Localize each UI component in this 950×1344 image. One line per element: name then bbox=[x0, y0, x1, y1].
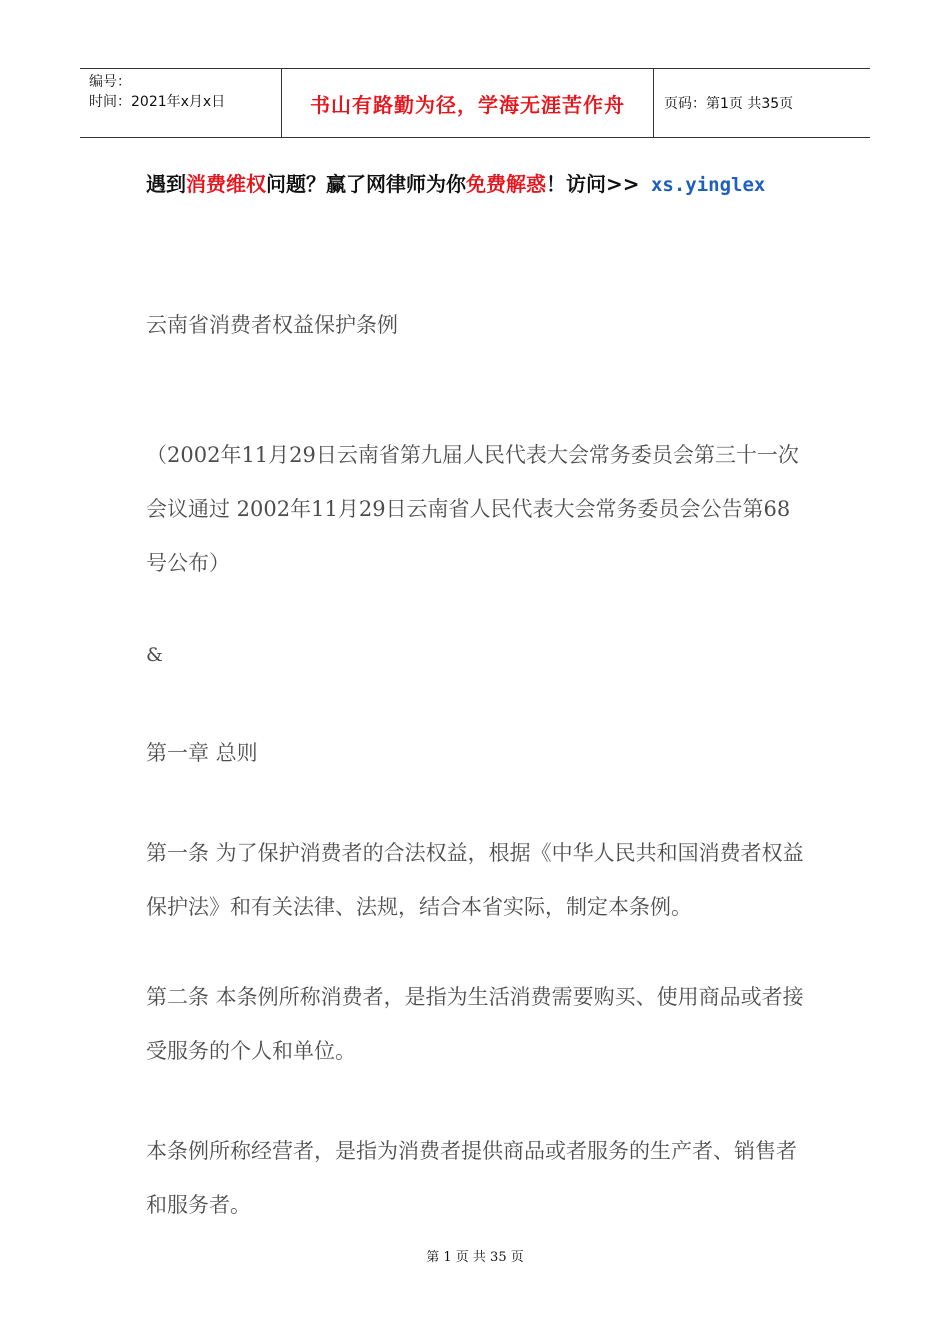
promo-text-3: ！访问>> bbox=[546, 172, 640, 196]
document-symbol: & bbox=[146, 644, 163, 666]
article-2-paragraph-2: 本条例所称经营者，是指为消费者提供商品或者服务的生产者、销售者和服务者。 bbox=[146, 1139, 797, 1217]
time-label: 时间：2021年x月x日 bbox=[89, 94, 226, 110]
document-note: （2002年11月29日云南省第九届人民代表大会常务委员会第三十一次会议通过 2002年11月29日云南省人民代表大会常务委员会公告第68号公布） bbox=[146, 443, 799, 575]
article-1: 第一条 为了保护消费者的合法权益，根据《中华人民共和国消费者权益保护法》和有关法律、法规，结合本省实际，制定本条例。 bbox=[146, 841, 804, 919]
promo-banner bbox=[146, 168, 765, 197]
promo-text-2: 问题？赢了网律师为你 bbox=[266, 172, 466, 196]
promo-highlight-free: 免费解惑 bbox=[466, 172, 546, 196]
promo-text-1: 遇到 bbox=[146, 172, 186, 196]
article-2: 第二条 本条例所称消费者，是指为生活消费需要购买、使用商品或者接受服务的个人和单位。 bbox=[146, 985, 804, 1063]
page-footer: 第 1 页 共 35 页 bbox=[426, 1250, 524, 1265]
header-page-info: 页码：第1页 共35页 bbox=[664, 96, 794, 112]
header-table bbox=[80, 68, 870, 138]
header-motto: 书山有路勤为径，学海无涯苦作舟 bbox=[281, 69, 654, 137]
promo-highlight-rights: 消费维权 bbox=[186, 172, 266, 196]
number-label: 编号： bbox=[89, 74, 131, 90]
chapter-heading: 第一章 总则 bbox=[146, 741, 258, 765]
header-meta bbox=[80, 69, 281, 137]
document-title: 云南省消费者权益保护条例 bbox=[146, 313, 398, 337]
promo-link[interactable]: xs.yinglex bbox=[639, 174, 766, 196]
